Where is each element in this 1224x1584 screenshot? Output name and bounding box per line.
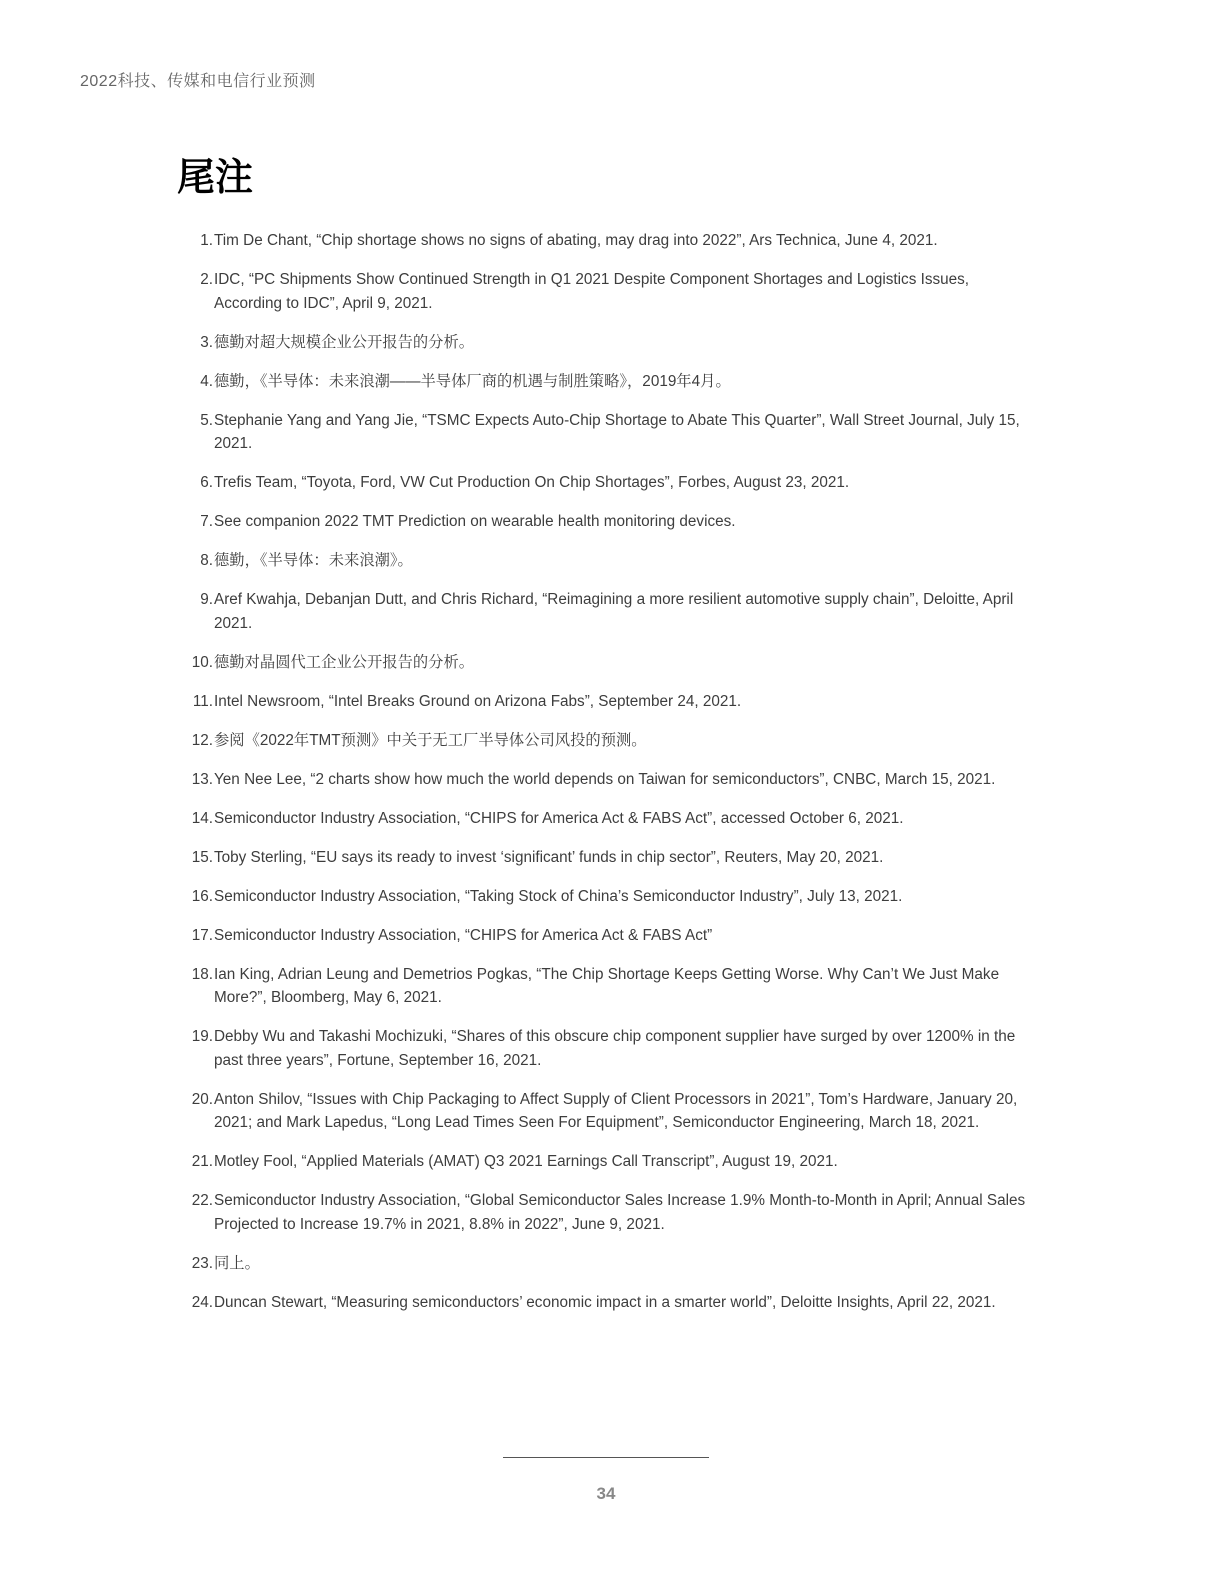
endnote-item — [177, 1088, 1037, 1135]
endnote-item — [177, 690, 1037, 714]
endnote-number-label: 14. — [191, 809, 213, 827]
page-number: 34 — [596, 1484, 616, 1503]
endnote-item — [177, 1025, 1037, 1072]
endnote-item — [177, 370, 1037, 394]
endnote-number — [177, 807, 213, 831]
endnote-text: See companion 2022 TMT Prediction on wearable health monitoring devices. — [214, 513, 736, 530]
endnote-number-label: 17. — [191, 926, 213, 944]
endnote-number — [177, 924, 213, 948]
endnote-number — [177, 331, 213, 355]
endnote-item — [177, 1291, 1037, 1315]
endnote-text: IDC, “PC Shipments Show Continued Strength in Q1 2021 Despite Component Shortages and Logistics Issues, According to IDC”, April 9, 2021. — [214, 271, 970, 312]
endnote-number-label: 22. — [191, 1192, 213, 1209]
endnote-text: 德勤，《半导体：未来浪潮》。 — [214, 552, 413, 569]
footer-divider — [503, 1457, 709, 1458]
endnote-number — [177, 846, 213, 870]
endnote-text: Semiconductor Industry Association, “CHIPS for America Act & FABS Act”, accessed October 6, 2021. — [214, 809, 904, 827]
endnote-number — [177, 1088, 213, 1112]
endnote-number-label: 23. — [191, 1254, 213, 1272]
endnote-item — [177, 1150, 1037, 1174]
endnote-item — [177, 846, 1037, 870]
endnote-number — [177, 729, 213, 753]
endnote-item — [177, 768, 1037, 792]
endnote-number — [177, 768, 213, 792]
endnote-number-label: 10. — [191, 653, 213, 671]
endnote-text: Motley Fool, “Applied Materials (AMAT) Q3 2021 Earnings Call Transcript”, August 19, 2021. — [214, 1153, 838, 1170]
endnote-item — [177, 409, 1037, 456]
endnote-item — [177, 588, 1037, 635]
endnote-item — [177, 924, 1037, 948]
endnote-item — [177, 549, 1037, 573]
page-title: 尾注 — [177, 157, 254, 199]
endnote-item — [177, 807, 1037, 831]
endnote-item — [177, 963, 1037, 1010]
endnote-text: Semiconductor Industry Association, “Global Semiconductor Sales Increase 1.9% Month-to-Month in April; Annual Sales Projected to Increase 19.7% in 2021, 8.8% in 2022”, June 9, 2021. — [214, 1192, 1026, 1233]
endnote-number — [177, 370, 213, 394]
endnote-number-label: 18. — [191, 965, 213, 983]
endnote-number-label: 2. — [200, 271, 213, 288]
endnote-text: Ian King, Adrian Leung and Demetrios Pogkas, “The Chip Shortage Keeps Getting Worse. Why Can’t We Just Make More?”, Bloomberg, May 6, 2021. — [214, 965, 1000, 1006]
endnote-number-label: 21. — [191, 1153, 213, 1170]
endnote-text: Debby Wu and Takashi Mochizuki, “Shares of this obscure chip component supplier have surged by over 1200% in the past three years”, Fortune, September 16, 2021. — [214, 1028, 1016, 1069]
endnote-text: Duncan Stewart, “Measuring semiconductors’ economic impact in a smarter world”, Deloitte Insights, April 22, 2021. — [214, 1293, 996, 1311]
endnote-text: Toby Sterling, “EU says its ready to invest ‘significant’ funds in chip sector”, Reuters, May 20, 2021. — [214, 848, 884, 866]
endnote-number — [177, 690, 213, 714]
endnote-text: 参阅《2022年TMT预测》中关于无工厂半导体公司风投的预测。 — [214, 731, 647, 749]
endnote-item — [177, 651, 1037, 675]
endnote-number — [177, 651, 213, 675]
endnote-item — [177, 1189, 1037, 1236]
endnote-number-label: 7. — [200, 513, 213, 530]
endnote-item — [177, 729, 1037, 753]
endnote-number — [177, 885, 213, 909]
endnote-number-label: 3. — [200, 333, 213, 351]
endnote-number-label: 6. — [200, 474, 213, 491]
endnote-number-label: 11. — [192, 692, 213, 710]
endnote-text: Yen Nee Lee, “2 charts show how much the world depends on Taiwan for semiconductors”, CNBC, March 15, 2021. — [214, 770, 996, 788]
endnote-text: Trefis Team, “Toyota, Ford, VW Cut Production On Chip Shortages”, Forbes, August 23, 2021. — [214, 474, 850, 491]
endnote-item — [177, 268, 1037, 315]
endnote-number — [177, 229, 213, 253]
endnote-number — [177, 268, 213, 292]
endnote-text: 德勤对晶圆代工企业公开报告的分析。 — [214, 653, 475, 671]
endnote-number-label: 13. — [191, 770, 213, 788]
endnote-number-label: 8. — [200, 552, 213, 569]
endnote-item — [177, 471, 1037, 495]
endnote-text: Intel Newsroom, “Intel Breaks Ground on Arizona Fabs”, September 24, 2021. — [214, 692, 742, 710]
endnote-item — [177, 229, 1037, 253]
endnote-item — [177, 1252, 1037, 1276]
endnote-text: Aref Kwahja, Debanjan Dutt, and Chris Richard, “Reimagining a more resilient automotive supply chain”, Deloitte, April 2021. — [214, 591, 1014, 632]
endnote-text: Tim De Chant, “Chip shortage shows no signs of abating, may drag into 2022”, Ars Technica, June 4, 2021. — [214, 232, 938, 249]
endnote-number-label: 15. — [191, 848, 213, 866]
endnote-number-label: 4. — [200, 372, 213, 390]
endnote-item — [177, 510, 1037, 534]
endnote-number — [177, 1252, 213, 1276]
endnote-item — [177, 331, 1037, 355]
endnote-text: Semiconductor Industry Association, “CHIPS for America Act & FABS Act” — [214, 926, 713, 944]
endnote-number-label: 24. — [191, 1293, 213, 1311]
endnote-number — [177, 1189, 213, 1213]
endnote-number-label: 16. — [191, 887, 213, 905]
endnote-number — [177, 963, 213, 987]
running-header: 2022科技、传媒和电信行业预测 — [80, 73, 316, 90]
endnote-number-label: 1. — [200, 232, 213, 249]
endnote-text: Semiconductor Industry Association, “Taking Stock of China’s Semiconductor Industry”, July 13, 2021. — [214, 887, 903, 905]
endnote-number — [177, 409, 213, 433]
endnote-number — [177, 471, 213, 495]
endnotes-list — [177, 229, 1037, 1330]
endnote-number-label: 9. — [200, 591, 213, 608]
endnote-text: 德勤对超大规模企业公开报告的分析。 — [214, 333, 475, 351]
endnote-number-label: 12. — [191, 731, 213, 749]
endnote-text: 同上。 — [214, 1254, 260, 1272]
endnote-number — [177, 1291, 213, 1315]
endnote-item — [177, 885, 1037, 909]
endnote-number — [177, 1150, 213, 1174]
endnote-text: Stephanie Yang and Yang Jie, “TSMC Expects Auto-Chip Shortage to Abate This Quarter”, Wall Street Journal, July 15, 2021. — [214, 411, 1020, 452]
endnote-number — [177, 510, 213, 534]
endnote-number — [177, 549, 213, 573]
endnote-number-label: 20. — [191, 1090, 213, 1108]
endnote-number-label: 19. — [191, 1028, 213, 1045]
endnote-number — [177, 1025, 213, 1049]
endnote-text: Anton Shilov, “Issues with Chip Packaging to Affect Supply of Client Processors in 2021”, Tom’s Hardware, January 20, 2021; and Mark Lapedus, “Long Lead Times Seen For Equipment”, Semiconductor Engineering, March 18, 2021. — [214, 1090, 1018, 1131]
endnote-number-label: 5. — [200, 411, 213, 429]
endnote-number — [177, 588, 213, 612]
endnote-text: 德勤，《半导体：未来浪潮——半导体厂商的机遇与制胜策略》，2019年4月。 — [214, 372, 731, 390]
